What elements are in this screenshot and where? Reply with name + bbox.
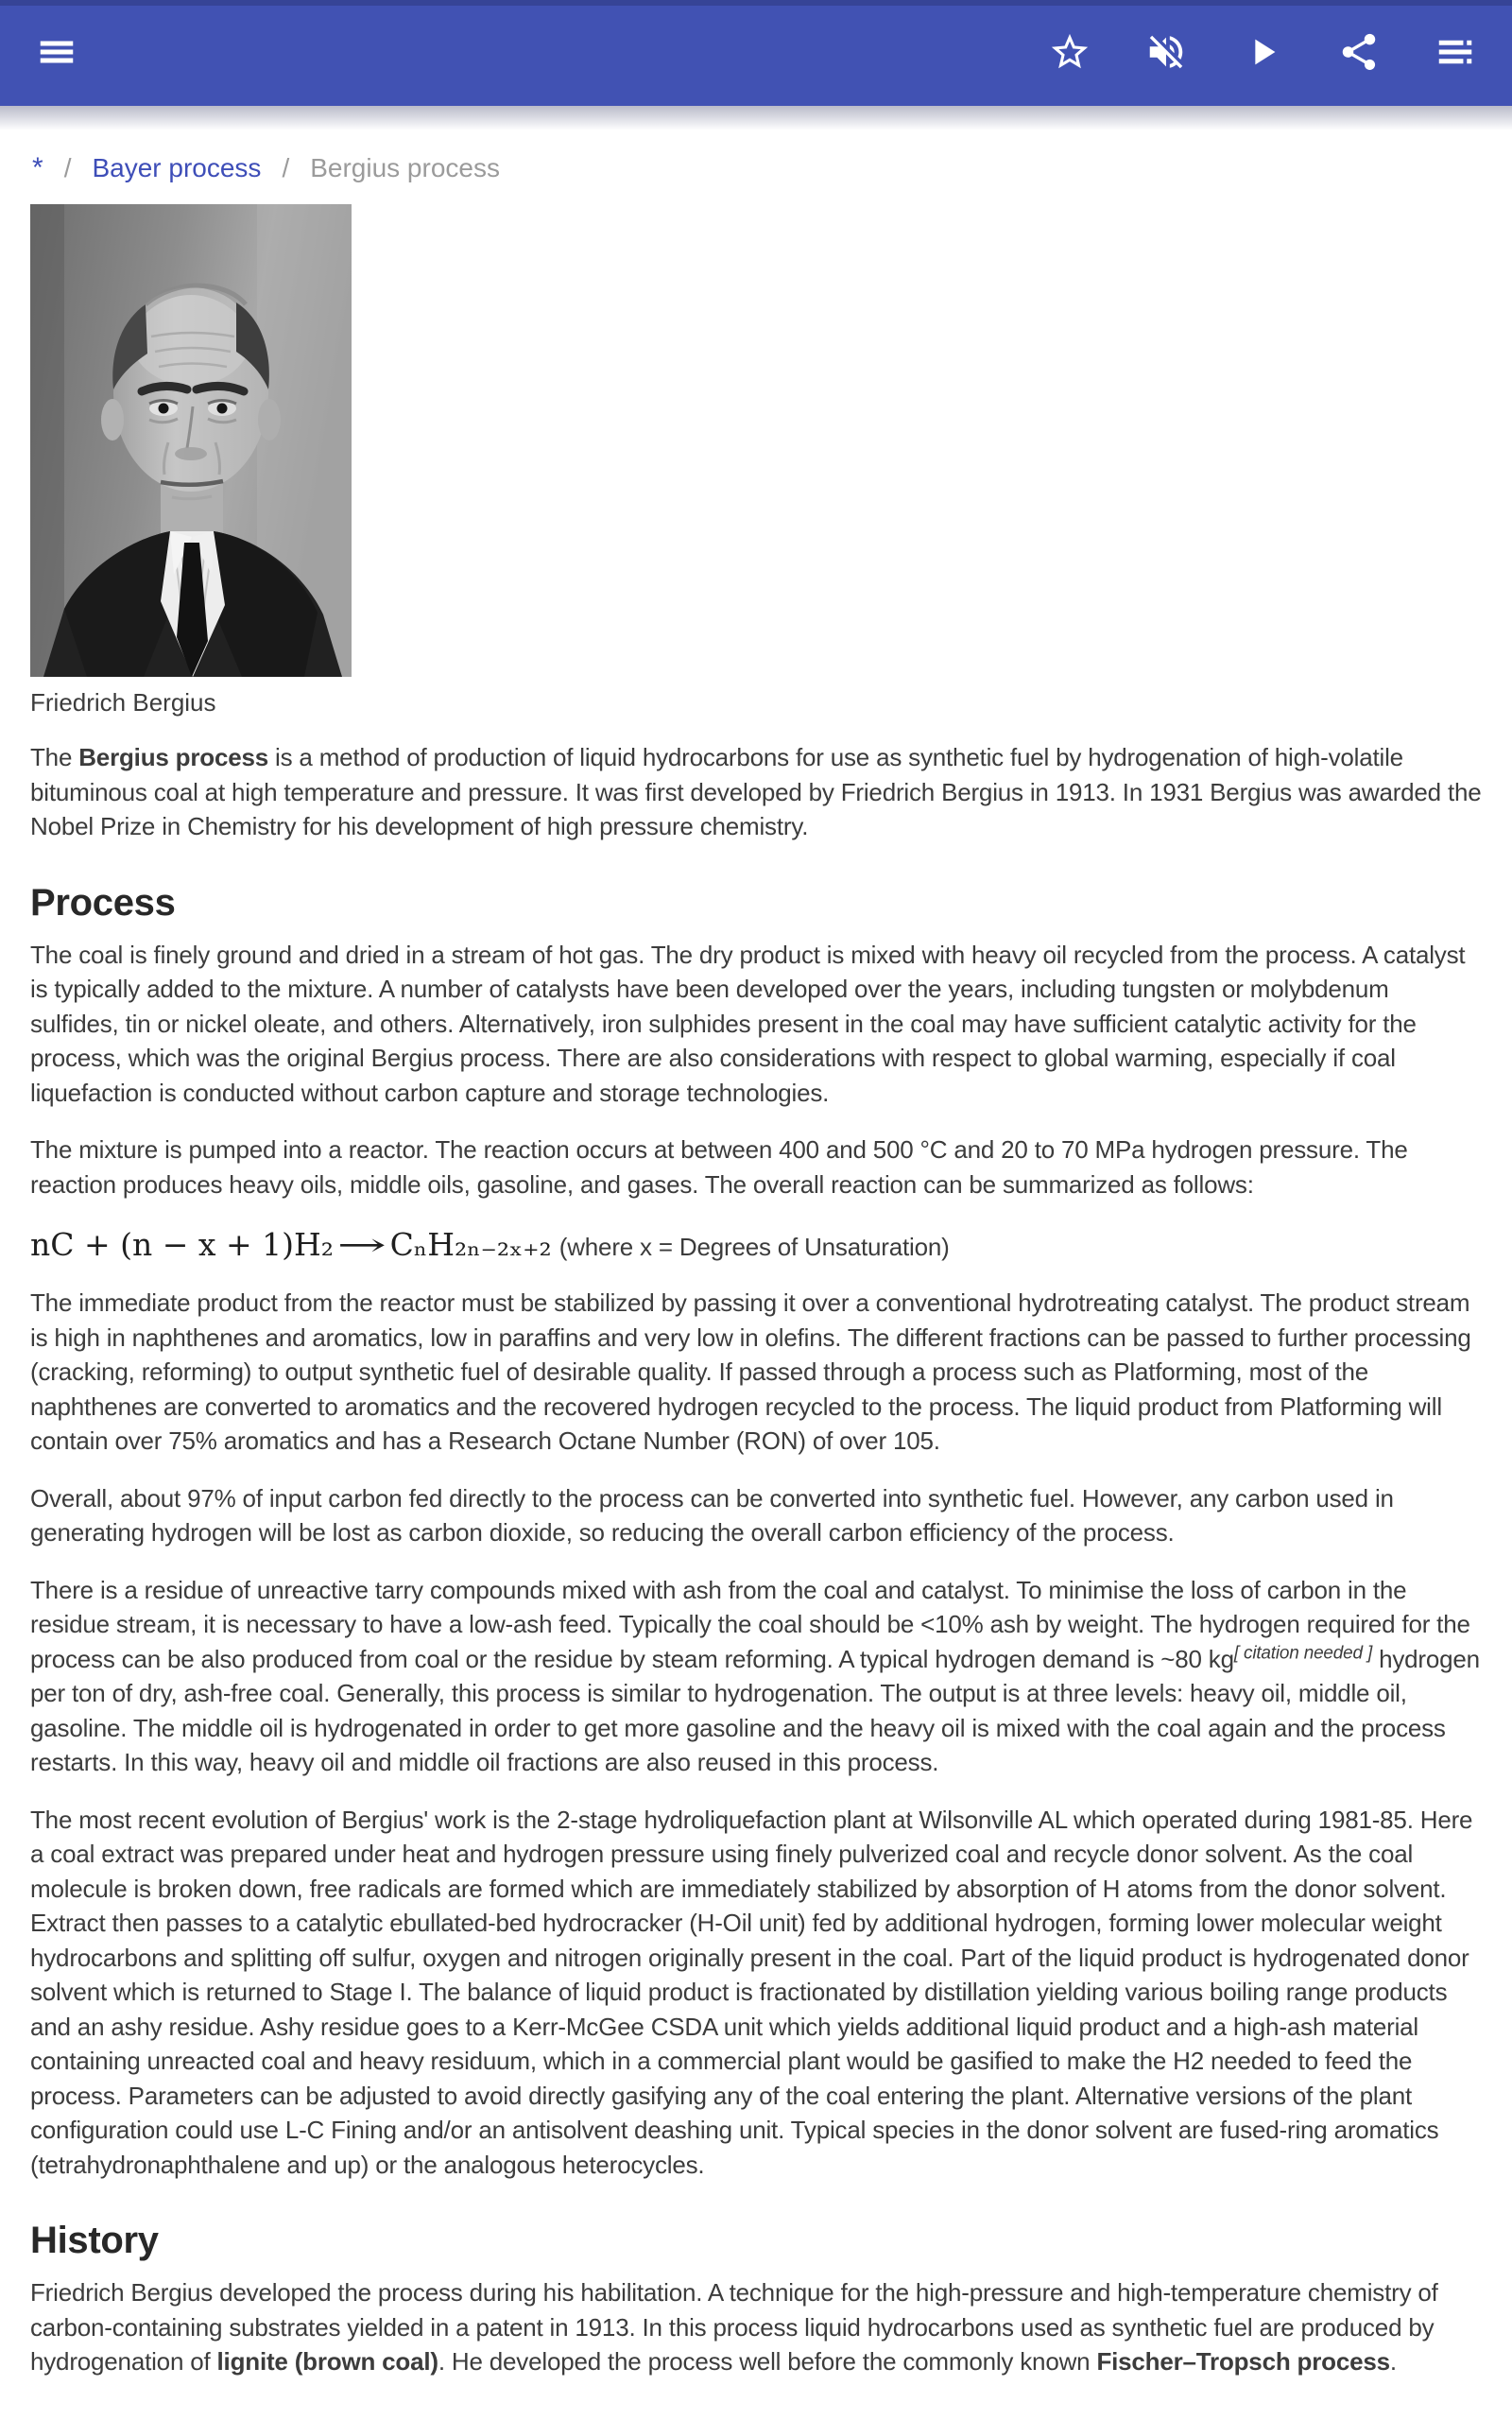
play-icon (1241, 30, 1284, 77)
portrait-image[interactable] (30, 204, 352, 677)
text-run: The coal is finely ground and dried in a stream of hot gas. The dry product is mixed with heavy oil recycled from the process. A catalyst is typically added to the mixture. A number of catalysts have been developed over the years, including tungsten or molybdenum sulfides, tin or nickel oleate, and others. Alternatively, iron sulphides present in the coal may have sufficient catalytic activity for the process, which was the original Bergius process. There are also considerations with respect to global warming, especially if coal liquefaction is conducted without carbon capture and storage technologies. (30, 940, 1466, 1107)
friedrich-bergius-portrait (30, 204, 352, 677)
menu-icon (35, 30, 78, 77)
text-run: . He developed the process well before the commonly known (438, 2347, 1097, 2376)
paragraph (30, 2275, 1482, 2379)
contents-icon (1434, 30, 1477, 77)
citation-superscript: [ citation needed ] (1233, 1642, 1373, 1663)
breadcrumb-separator: / (282, 153, 290, 182)
bold-text: lignite (brown coal) (216, 2347, 438, 2376)
formula-note: (where x = Degrees of Unsaturation) (558, 1233, 950, 1261)
paragraph (30, 1573, 1482, 1780)
mute-button[interactable] (1142, 28, 1191, 78)
article-body (0, 204, 1512, 2379)
favorite-button[interactable] (1045, 28, 1094, 78)
text-run: Friedrich Bergius developed the process during his habilitation. A technique for the high-pressure and high-temperature chemistry of carbon-containing substrates yielded in a patent in 1913. In this process liquid hydrocarbons used as synthetic fuel are produced by hydrogenation of (30, 2278, 1438, 2376)
image-caption: Friedrich Bergius (30, 688, 216, 717)
text-run: The mixture is pumped into a reactor. The reaction occurs at between 400 and 500 °C and 20 to 70 MPa hydrogen pressure. The reaction produces heavy oils, middle oils, gasoline, and gases. The overall reaction can be summarized as follows: (30, 1135, 1408, 1199)
paragraph (30, 1803, 1482, 2183)
contents-button[interactable] (1431, 28, 1480, 78)
bold-text: Fischer–Tropsch process (1096, 2347, 1390, 2376)
appbar-shadow (0, 106, 1512, 130)
play-button[interactable] (1238, 28, 1287, 78)
section-heading: Process (30, 881, 176, 924)
text-run: . (1389, 2347, 1397, 2376)
text-run: The (30, 743, 79, 771)
formula-lhs: nC + (n − x + 1)H₂ (30, 1226, 335, 1263)
app-bar (0, 0, 1512, 106)
paragraph (30, 1481, 1482, 1550)
menu-button[interactable] (32, 28, 81, 78)
breadcrumb-home-link[interactable]: * (32, 152, 43, 183)
text-run: is a method of production of liquid hydrocarbons for use as synthetic fuel by hydrogenation of high-volatile bituminous coal at high temperature and pressure. It was first developed by Friedrich Bergius in 1913. In 1931 Bergius was awarded the Nobel Prize in Chemistry for his development of high pressure chemistry. (30, 743, 1482, 840)
paragraph (30, 740, 1482, 844)
text-run: hydrogen per ton of dry, ash-free coal. Generally, this process is similar to hydrogenation. The output is at three levels: heavy oil, middle oil, gasoline. The middle oil is hydrogenated in order to get more gasoline and the heavy oil is mixed with the coal again and the process restarts. In this way, heavy oil and middle oil fractions are also reused in this process. (30, 1644, 1480, 1776)
paragraph (30, 1132, 1482, 1201)
breadcrumb-link-bayer-process[interactable]: Bayer process (92, 153, 262, 182)
star-outline-icon (1048, 30, 1091, 77)
share-icon (1337, 30, 1381, 77)
appbar-actions (1045, 28, 1480, 78)
article-content (30, 688, 1482, 2379)
section-heading: History (30, 2220, 159, 2261)
text-run: The most recent evolution of Bergius' work is the 2-stage hydroliquefaction plant at Wilsonville AL which operated during 1981-85. Here a coal extract was prepared under heat and hydrogen pressure using finely pulverized coal and recycle donor solvent. As the coal molecule is broken down, free radicals are formed which are immediately stabilized by absorption of H atoms from the donor solvent. Extract then passes to a catalytic ebullated-bed hydrocracker (H-Oil unit) fed by additional hydrogen, forming lower molecular weight hydrocarbons and splitting off sulfur, oxygen and nitrogen originally present in the coal. Part of the liquid product is hydrogenated donor solvent which is returned to Stage I. The balance of liquid product is fractionated by distillation yielding various boiling range products and an ashy residue. Ashy residue goes to a Kerr-McGee CSDA unit which yields additional liquid product and a high-ash material containing unreacted coal and heavy residuum, which in a commercial plant would be gasified to make the H2 needed to feed the process. Parameters can be adjusted to avoid directly gasifying any of the coal entering the plant. Alternative versions of the plant configuration could use L-C Fining and/or an antisolvent deashing unit. Typical species in the donor solvent are fused-ring aromatics (tetrahydronaphthalene and up) or the analogous heterocycles. (30, 1805, 1473, 2179)
volume-off-icon (1144, 30, 1188, 77)
reaction-arrow-icon: → (336, 1226, 387, 1263)
breadcrumb-separator: / (63, 153, 72, 182)
paragraph (30, 938, 1482, 1111)
paragraph (30, 1286, 1482, 1459)
share-button[interactable] (1334, 28, 1383, 78)
text-run: Overall, about 97% of input carbon fed directly to the process can be converted into synthetic fuel. However, any carbon used in generating hydrogen will be lost as carbon dioxide, so reducing the overall carbon efficiency of the process. (30, 1483, 1394, 1547)
text-run: There is a residue of unreactive tarry compounds mixed with ash from the coal and catalyst. To minimise the loss of carbon in the residue stream, it is necessary to have a low-ash feed. Typically the coal should be <10% ash by weight. The hydrogen required for the process can be also produced from coal or the residue by steam reforming. A typical hydrogen demand is ~80 kg (30, 1575, 1470, 1673)
text-run: The immediate product from the reactor must be stabilized by passing it over a conventional hydrotreating catalyst. The product stream is high in naphthenes and aromatics, low in paraffins and very low in olefins. The different fractions can be passed to further processing (cracking, reforming) to output synthetic fuel of desirable quality. If passed through a process such as Platforming, most of the naphthenes are converted to aromatics and the recovered hydrogen recycled to the process. The liquid product from Platforming will contain over 75% aromatics and has a Research Octane Number (RON) of over 105. (30, 1288, 1471, 1455)
breadcrumb-current-page: Bergius process (310, 153, 500, 182)
formula-rhs: CₙH₂ₙ₋₂ₓ₊₂ (389, 1226, 552, 1263)
chemical-formula (30, 1226, 1482, 1263)
bold-text: Bergius process (78, 743, 268, 771)
breadcrumb (0, 149, 1512, 187)
